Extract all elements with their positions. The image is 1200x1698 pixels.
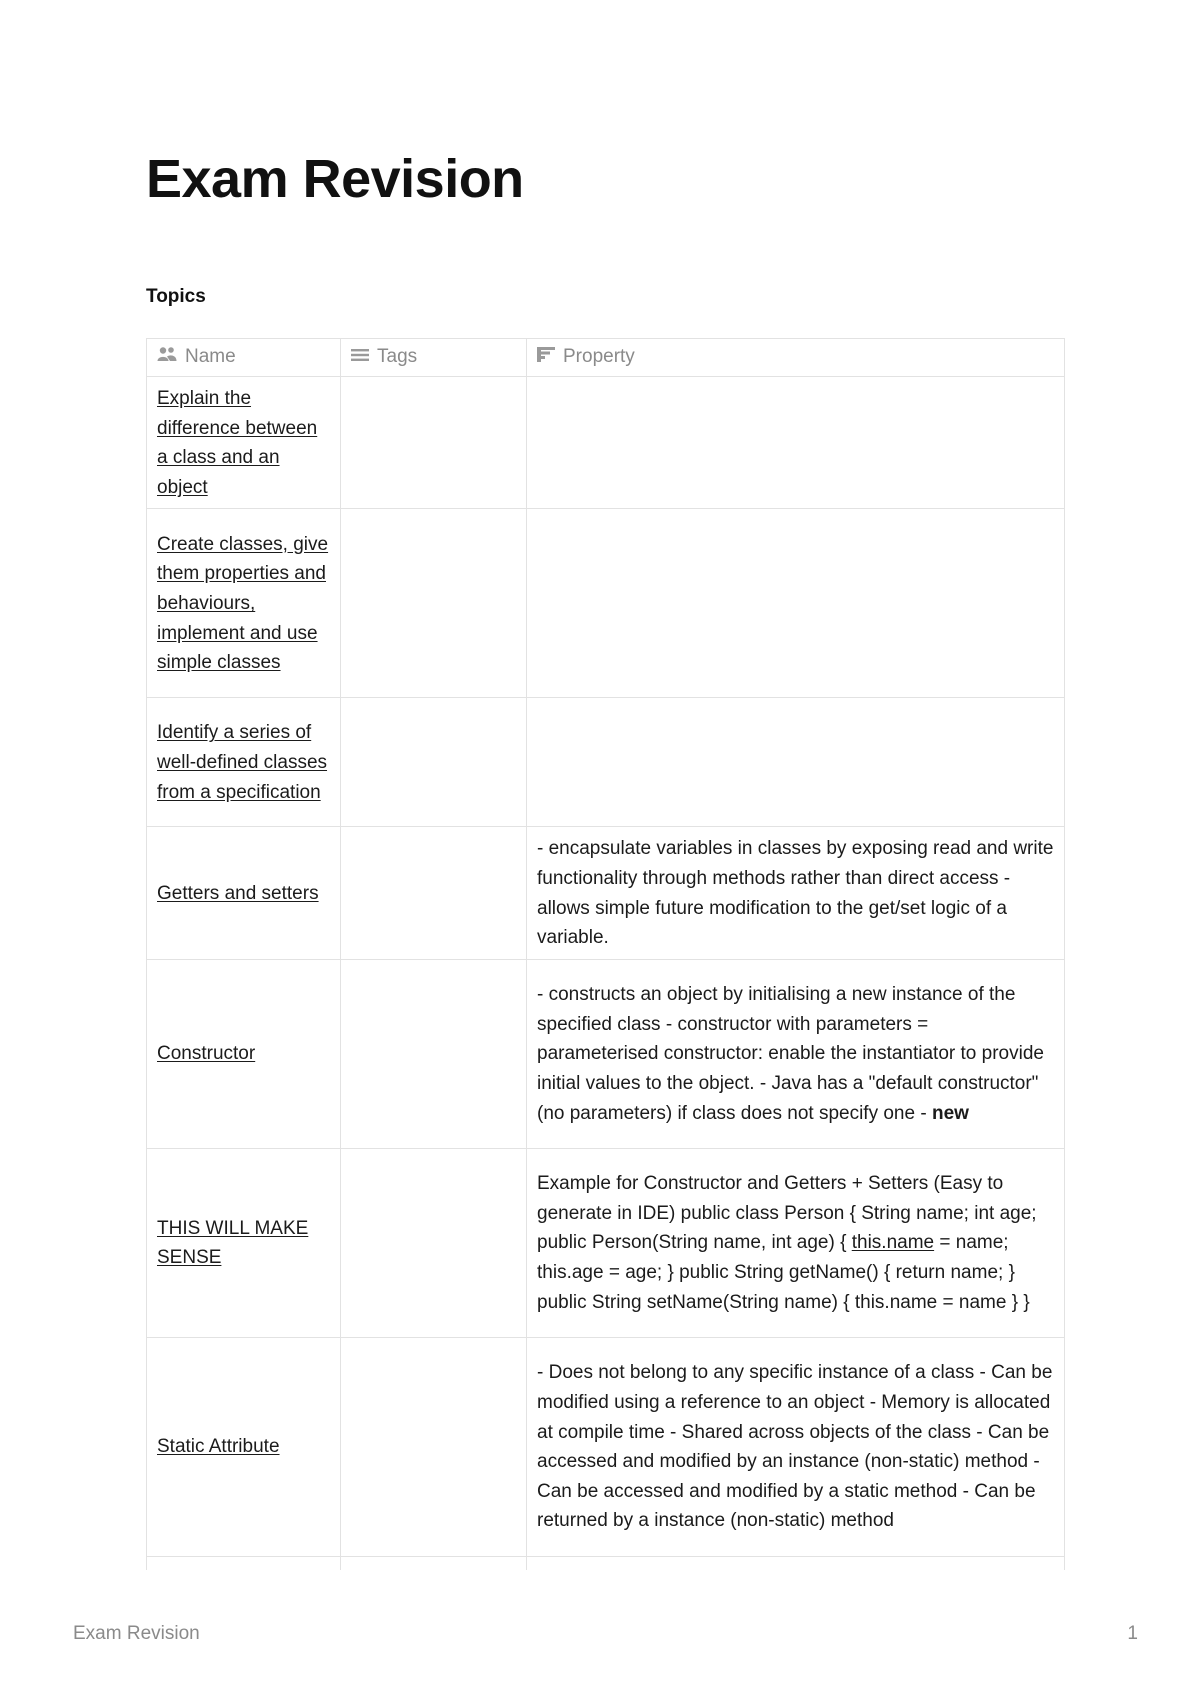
topic-link[interactable]: THIS WILL MAKE SENSE bbox=[157, 1217, 309, 1269]
property-text: - constructs an object by initialising a new instance of the specified class - constructor with parameters = parameterised constructor: enable the instantiator to provide initial values to the object. - Java has a "default constructor" (no parameters) if class does not specify one - bbox=[537, 984, 1044, 1124]
table-row bbox=[147, 827, 1065, 959]
empty-cell bbox=[527, 1556, 1065, 1570]
column-header-label: Name bbox=[185, 346, 236, 368]
table-row bbox=[147, 1337, 1065, 1556]
topic-link[interactable]: Explain the difference between a class and an object bbox=[157, 388, 318, 498]
name-cell bbox=[147, 377, 341, 509]
topic-link[interactable]: Static Attribute bbox=[157, 1436, 280, 1458]
property-text-after: = name; this.age = age; } public String getName() { return name; } public String setName(String name) { this.name = name } } bbox=[537, 1232, 1030, 1313]
people-icon bbox=[157, 346, 177, 368]
property-cell bbox=[527, 959, 1065, 1148]
footer-page-number: 1 bbox=[1127, 1623, 1138, 1644]
name-cell bbox=[147, 1337, 341, 1556]
name-cell bbox=[147, 827, 341, 959]
page-title: Exam Revision bbox=[146, 149, 524, 209]
property-link[interactable]: this.name bbox=[851, 1232, 935, 1254]
column-header-tags[interactable] bbox=[341, 339, 527, 377]
topic-link[interactable]: Getters and setters bbox=[157, 882, 319, 904]
name-cell bbox=[147, 1148, 341, 1337]
column-header-label: Tags bbox=[377, 346, 418, 368]
property-text: Example for Constructor and Getters + Setters (Easy to generate in IDE) public class Person { String name; int age; public Person(String name, int age) { bbox=[537, 1173, 1037, 1254]
section-title: Topics bbox=[146, 286, 206, 307]
table-row bbox=[147, 959, 1065, 1148]
table-row bbox=[147, 377, 1065, 509]
tags-cell bbox=[341, 1148, 527, 1337]
tags-cell bbox=[341, 1337, 527, 1556]
tags-cell bbox=[341, 509, 527, 698]
topic-link[interactable]: Create classes, give them properties and behaviours, implement and use simple classes bbox=[157, 533, 329, 674]
empty-cell bbox=[147, 1556, 341, 1570]
table-row bbox=[147, 698, 1065, 827]
column-header-label: Property bbox=[563, 346, 635, 368]
property-cell bbox=[527, 698, 1065, 827]
name-cell bbox=[147, 509, 341, 698]
topic-link[interactable]: Constructor bbox=[157, 1043, 256, 1065]
name-cell bbox=[147, 959, 341, 1148]
table-row bbox=[147, 1148, 1065, 1337]
list-icon bbox=[351, 346, 369, 368]
table-row bbox=[147, 509, 1065, 698]
table-header-row bbox=[147, 339, 1065, 377]
tags-cell bbox=[341, 959, 527, 1148]
property-cell bbox=[527, 509, 1065, 698]
column-header-property[interactable] bbox=[527, 339, 1065, 377]
footer-document-name: Exam Revision bbox=[73, 1623, 200, 1644]
tags-cell bbox=[341, 377, 527, 509]
property-cell bbox=[527, 1148, 1065, 1337]
topics-table bbox=[146, 338, 1064, 1570]
property-cell: - Does not belong to any specific instance of a class - Can be modified using a reference to an object - Memory is allocated at compile time - Shared across objects of the class - Can be accessed and modified by an instance (non-static) method - Can be accessed and modified by a static method - Can be returned by a instance (non-static) method bbox=[527, 1337, 1065, 1556]
property-cell bbox=[527, 377, 1065, 509]
tags-cell bbox=[341, 698, 527, 827]
table-row-continuation bbox=[147, 1556, 1065, 1570]
name-cell bbox=[147, 698, 341, 827]
topic-link[interactable]: Identify a series of well-defined classes from a specification bbox=[157, 722, 328, 803]
tags-cell bbox=[341, 827, 527, 959]
text-icon bbox=[537, 346, 555, 368]
empty-cell bbox=[341, 1556, 527, 1570]
column-header-name[interactable] bbox=[147, 339, 341, 377]
property-cell: - encapsulate variables in classes by exposing read and write functionality through methods rather than direct access - allows simple future modification to the get/set logic of a variable. bbox=[527, 827, 1065, 959]
property-bold-text: new bbox=[931, 1102, 969, 1124]
